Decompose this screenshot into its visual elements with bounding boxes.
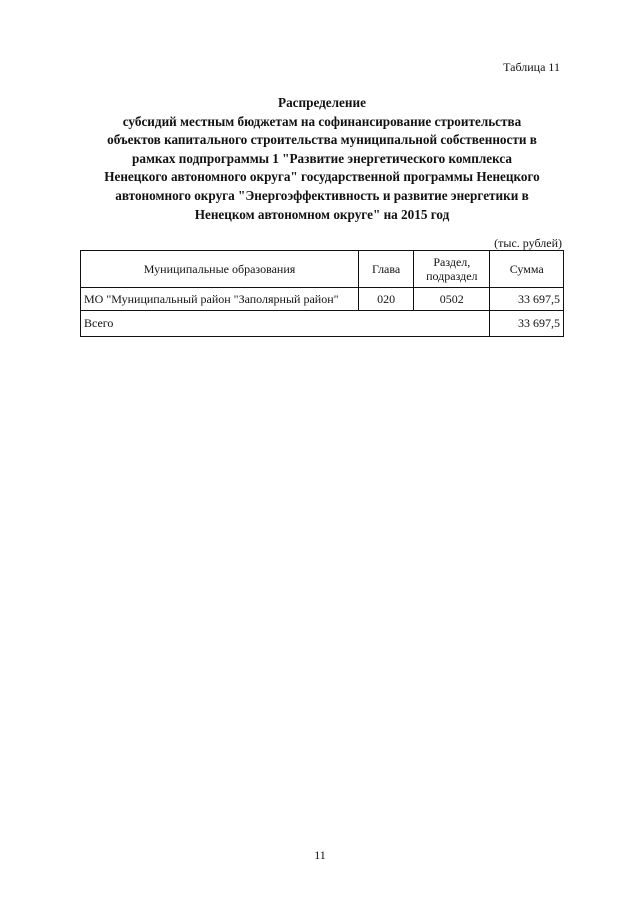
table-number: Таблица 11	[503, 60, 560, 74]
cell-sum: 33 697,5	[490, 288, 564, 311]
table-header-row	[81, 251, 564, 288]
table-row	[81, 288, 564, 311]
page-number: 11	[314, 848, 326, 862]
title-line: Ненецком автономном округе" на 2015 год	[194, 206, 450, 222]
header-chapter: Глава	[359, 251, 414, 288]
header-section-line1: Раздел,	[433, 255, 471, 269]
document-title	[80, 94, 564, 224]
title-line: рамках подпрограммы 1 "Развитие энергетического комплекса	[132, 150, 512, 166]
total-sum: 33 697,5	[490, 311, 564, 337]
units-label: (тыс. рублей)	[494, 236, 562, 250]
subsidy-table	[80, 250, 564, 337]
header-municipality: Муниципальные образования	[81, 251, 359, 288]
title-line: Распределение	[278, 95, 366, 110]
title-line: объектов капитального строительства муниципальной собственности в	[107, 132, 537, 148]
header-section-line2: подраздел	[426, 269, 478, 283]
cell-municipality: МО "Муниципальный район "Заполярный район"	[81, 288, 359, 311]
header-section	[414, 251, 490, 288]
header-sum: Сумма	[490, 251, 564, 288]
cell-chapter: 020	[359, 288, 414, 311]
title-line: автономного округа "Энергоэффективность и развитие энергетики в	[115, 187, 529, 203]
total-label: Всего	[81, 311, 490, 337]
title-line: Ненецкого автономного округа" государственной программы Ненецкого	[104, 169, 540, 185]
cell-section: 0502	[414, 288, 490, 311]
table-total-row	[81, 311, 564, 337]
title-line: субсидий местным бюджетам на софинансирование строительства	[122, 113, 522, 129]
